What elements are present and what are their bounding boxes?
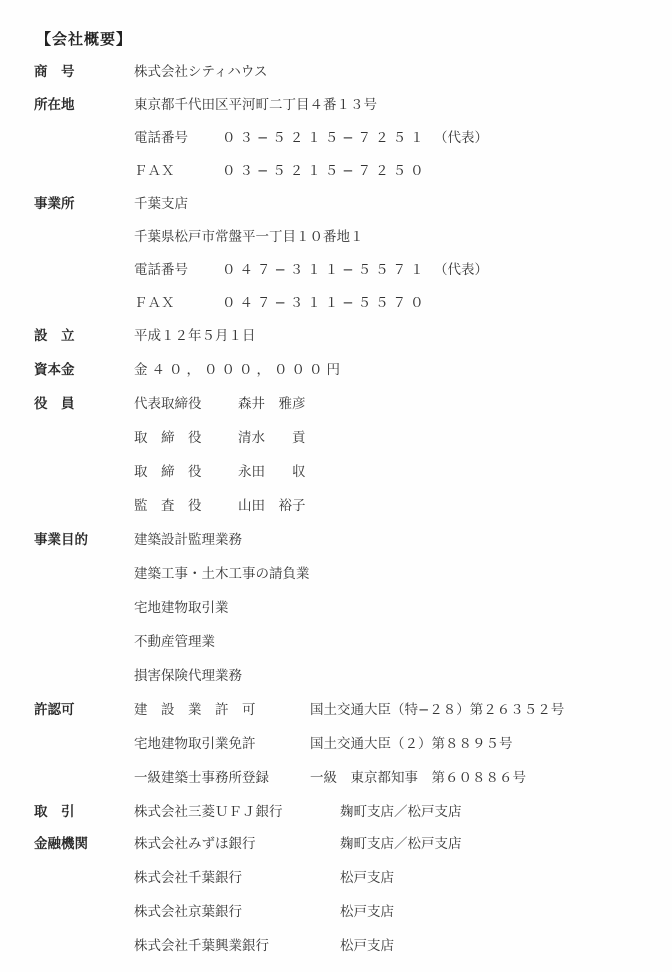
officer-role: 代表取締役 xyxy=(134,396,202,412)
hq-tel-label: 電話番号 xyxy=(134,130,188,146)
founded-value: 平成１２年５月１日 xyxy=(134,328,256,344)
bank-branch: 松戸支店 xyxy=(340,938,394,954)
branch-tel: ０４７−３１１−５５７１ xyxy=(222,262,428,278)
hq-tel: ０３−５２１５−７２５１ xyxy=(222,130,428,146)
branch-tel-note: （代表） xyxy=(434,262,488,278)
purpose-item: 宅地建物取引業 xyxy=(134,600,229,616)
bank-name: 株式会社千葉興業銀行 xyxy=(134,938,269,954)
branch-name: 千葉支店 xyxy=(134,196,188,212)
branch-fax-label: ＦＡＸ xyxy=(134,295,175,311)
capital-value: 金４０，０００，０００円 xyxy=(134,362,344,378)
license-name: 宅地建物取引業免許 xyxy=(134,736,256,752)
branch-tel-label: 電話番号 xyxy=(134,262,188,278)
label-capital: 資本金 xyxy=(34,362,75,378)
license-name: 建 設 業 許 可 xyxy=(134,702,256,718)
bank-branch: 麹町支店／松戸支店 xyxy=(340,804,462,820)
trade-name-value: 株式会社シティハウス xyxy=(134,64,268,80)
license-detail: 国土交通大臣（２）第８８９５号 xyxy=(310,736,513,752)
officer-name: 森井 雅彦 xyxy=(238,396,306,412)
label-location: 所在地 xyxy=(34,97,75,113)
label-officers: 役 員 xyxy=(34,396,75,412)
hq-tel-note: （代表） xyxy=(434,130,488,146)
license-name: 一級建築士事務所登録 xyxy=(134,770,269,786)
officer-name: 永田 収 xyxy=(238,464,306,480)
bank-branch: 松戸支店 xyxy=(340,904,394,920)
hq-fax-label: ＦＡＸ xyxy=(134,163,175,179)
label-financial-institutions: 金融機関 xyxy=(34,836,88,852)
hq-address: 東京都千代田区平河町二丁目４番１３号 xyxy=(134,97,377,113)
label-trade-name: 商 号 xyxy=(34,64,75,80)
officer-role: 取 締 役 xyxy=(134,430,202,446)
bank-branch: 松戸支店 xyxy=(340,870,394,886)
label-purpose: 事業目的 xyxy=(34,532,88,548)
hq-fax: ０３−５２１５−７２５０ xyxy=(222,163,428,179)
officer-role: 取 締 役 xyxy=(134,464,202,480)
bank-name: 株式会社京葉銀行 xyxy=(134,904,242,920)
officer-name: 山田 裕子 xyxy=(238,498,306,514)
purpose-item: 損害保険代理業務 xyxy=(134,668,242,684)
bank-name: 株式会社千葉銀行 xyxy=(134,870,242,886)
label-licenses: 許認可 xyxy=(34,702,75,718)
bank-name: 株式会社三菱ＵＦＪ銀行 xyxy=(134,804,283,820)
branch-fax: ０４７−３１１−５５７０ xyxy=(222,295,428,311)
purpose-item: 建築工事・土木工事の請負業 xyxy=(134,566,310,582)
branch-address: 千葉県松戸市常盤平一丁目１０番地１ xyxy=(134,229,364,245)
officer-role: 監 査 役 xyxy=(134,498,202,514)
license-detail: 国土交通大臣（特−２８）第２６３５２号 xyxy=(310,702,565,718)
purpose-item: 不動産管理業 xyxy=(134,634,215,650)
label-banks: 取 引 xyxy=(34,804,75,820)
purpose-item: 建築設計監理業務 xyxy=(134,532,242,548)
bank-branch: 麹町支店／松戸支店 xyxy=(340,836,462,852)
section-heading: 【会社概要】 xyxy=(36,30,133,48)
label-founded: 設 立 xyxy=(34,328,75,344)
bank-name: 株式会社みずほ銀行 xyxy=(134,836,256,852)
license-detail: 一級 東京都知事 第６０８８６号 xyxy=(310,770,526,786)
label-branch: 事業所 xyxy=(34,196,75,212)
officer-name: 清水 貢 xyxy=(238,430,306,446)
